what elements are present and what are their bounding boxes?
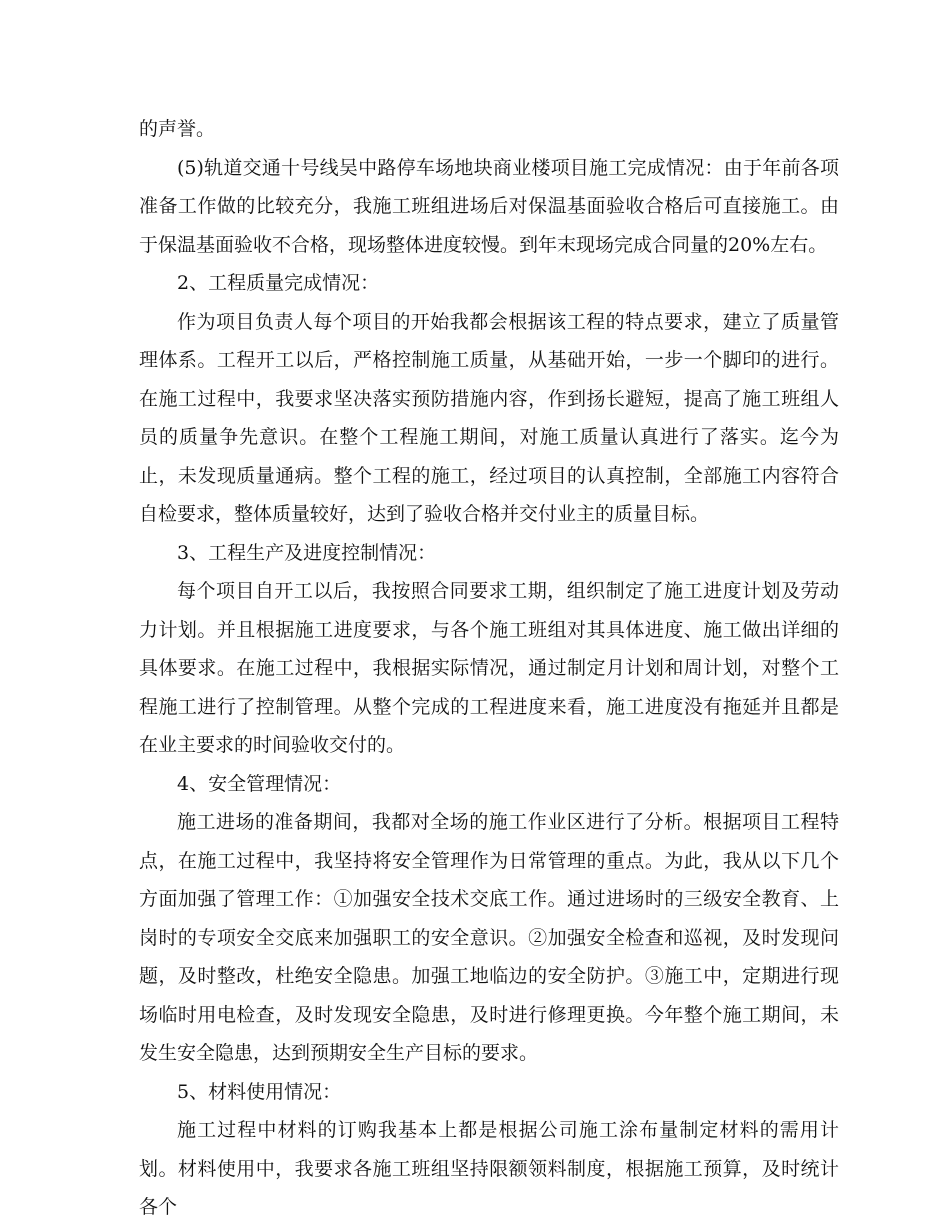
paragraph-materials: 施工过程中材料的订购我基本上都是根据公司施工涂布量制定材料的需用计划。材料使用中，我要求各施工班组坚持限额领料制度，根据施工预算，及时统计各个: [139, 1119, 839, 1218]
section-heading-safety: 4、安全管理情况：: [177, 772, 342, 795]
paragraph-progress: 每个项目自开工以后，我按照合同要求工期，组织制定了施工进度计划及劳动力计划。并且根据施工进度要求，与各个施工班组对其具体进度、施工做出详细的具体要求。在施工过程中，我根据实际情况，通过制定月计划和周计划，对整个工程施工进行了控制管理。从整个完成的工程进度来看，施工进度没有拖延并且都是在业主要求的时间验收交付的。: [139, 580, 839, 756]
paragraph-continuation: 的声誉。: [139, 118, 216, 140]
paragraph-project-5: (5)轨道交通十号线吴中路停车场地块商业楼项目施工完成情况：由于年前各项准备工作做的比较充分，我施工班组进场后对保温基面验收合格后可直接施工。由于保温基面验收不合格，现场整体进度较慢。到年末现场完成合同量的20%左右。: [139, 156, 839, 256]
section-heading-progress: 3、工程生产及进度控制情况：: [177, 541, 437, 564]
paragraph-quality: 作为项目负责人每个项目的开始我都会根据该工程的特点要求，建立了质量管理体系。工程开工以后，严格控制施工质量，从基础开始，一步一个脚印的进行。在施工过程中，我要求坚决落实预防措施内容，作到扬长避短，提高了施工班组人员的质量争先意识。在整个工程施工期间，对施工质量认真进行了落实。迄今为止，未发现质量通病。整个工程的施工，经过项目的认真控制，全部施工内容符合自检要求，整体质量较好，达到了验收合格并交付业主的质量目标。: [139, 310, 839, 525]
paragraph-safety: 施工进场的准备期间，我都对全场的施工作业区进行了分析。根据项目工程特点，在施工过程中，我坚持将安全管理作为日常管理的重点。为此，我从以下几个方面加强了管理工作：①加强安全技术交底工作。通过进场时的三级安全教育、上岗时的专项安全交底来加强职工的安全意识。②加强安全检查和巡视，及时发现问题，及时整改，杜绝安全隐患。加强工地临边的安全防护。③施工中，定期进行现场临时用电检查，及时发现安全隐患，及时进行修理更换。今年整个施工期间，未发生安全隐患，达到预期安全生产目标的要求。: [139, 811, 839, 1064]
section-heading-quality: 2、工程质量完成情况：: [177, 272, 380, 294]
document-body: [139, 110, 839, 1227]
section-heading-materials: 5、材料使用情况：: [177, 1080, 342, 1103]
